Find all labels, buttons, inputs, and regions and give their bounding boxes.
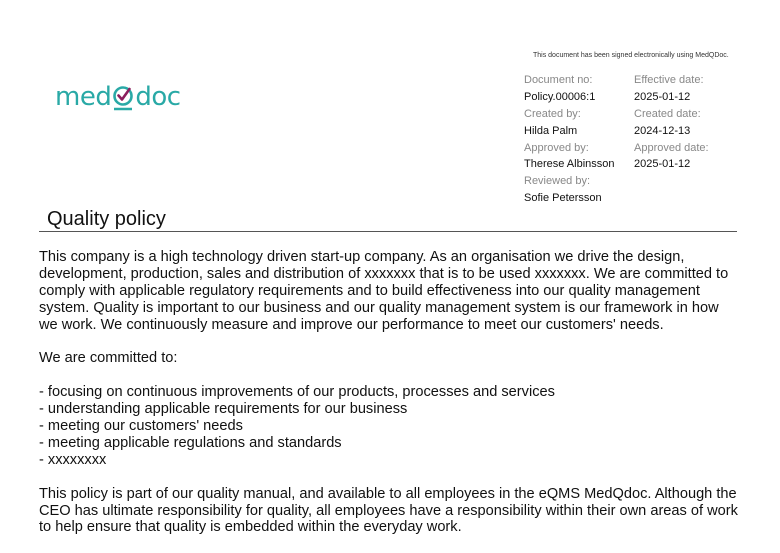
approved-by-value: Therese Albinsson — [524, 158, 615, 171]
q-check-icon — [112, 84, 134, 110]
effective-date-value: 2025-01-12 — [634, 91, 691, 104]
approved-date-value: 2025-01-12 — [634, 158, 691, 171]
document-metadata — [524, 72, 744, 206]
effective-date-label: Effective date: — [634, 74, 704, 87]
list-item: - understanding applicable requirements for our business — [39, 401, 408, 418]
meta-row-values-1 — [524, 89, 744, 106]
document-title: Quality policy — [47, 208, 166, 230]
meta-row-labels-2 — [524, 106, 744, 123]
electronic-signature-note: This document has been signed electronically using MedQDoc. — [533, 52, 729, 59]
approved-by-label: Approved by: — [524, 141, 589, 154]
document-no-label: Document no: — [524, 74, 593, 87]
created-date-label: Created date: — [634, 107, 701, 120]
document-body — [39, 249, 739, 553]
meta-row-values-3 — [524, 156, 744, 173]
created-by-label: Created by: — [524, 107, 581, 120]
meta-row-values-4 — [524, 190, 744, 207]
logo-text-doc: doc — [135, 82, 181, 112]
meta-row-labels-4 — [524, 173, 744, 190]
created-by-value: Hilda Palm — [524, 124, 578, 137]
list-item: - xxxxxxxx — [39, 451, 107, 468]
reviewed-by-label: Reviewed by: — [524, 175, 591, 188]
meta-row-labels-3 — [524, 139, 744, 156]
logo-text-med: med — [55, 82, 112, 112]
meta-row-values-2 — [524, 122, 744, 139]
committed-heading: We are committed to: — [39, 350, 178, 367]
approved-date-label: Approved date: — [634, 141, 709, 154]
meta-row-labels-1 — [524, 72, 744, 89]
list-item: - meeting applicable regulations and standards — [39, 434, 342, 451]
closing-paragraph: This policy is part of our quality manual, and available to all employees in the eQMS MedQdoc. Although the CEO has ultimate responsibility for quality, all employees have a responsibility within their own areas of work to help ensure that quality is embedded within the everyday work. — [39, 485, 738, 536]
list-item: - focusing on continuous improvements of our products, processes and services — [39, 384, 555, 401]
commitments-list — [39, 384, 739, 469]
created-date-value: 2024-12-13 — [634, 124, 691, 137]
reviewed-by-value: Sofie Petersson — [524, 191, 602, 204]
title-divider — [39, 231, 737, 232]
document-no-value: Policy.00006:1 — [524, 91, 596, 104]
medqdoc-logo — [55, 80, 181, 114]
intro-paragraph: This company is a high technology driven start-up company. As an organisation we drive the design, development, production, sales and distribution of xxxxxxx that is to be used xxxxxxx. We are committed to comply with applicable regulatory requirements and to build effectiveness into our quality management system. Quality is important to our business and our quality management system is our framework in how we work. We continuously measure and improve our performance to meet our customers' needs. — [39, 249, 729, 333]
list-item: - meeting our customers' needs — [39, 418, 243, 435]
